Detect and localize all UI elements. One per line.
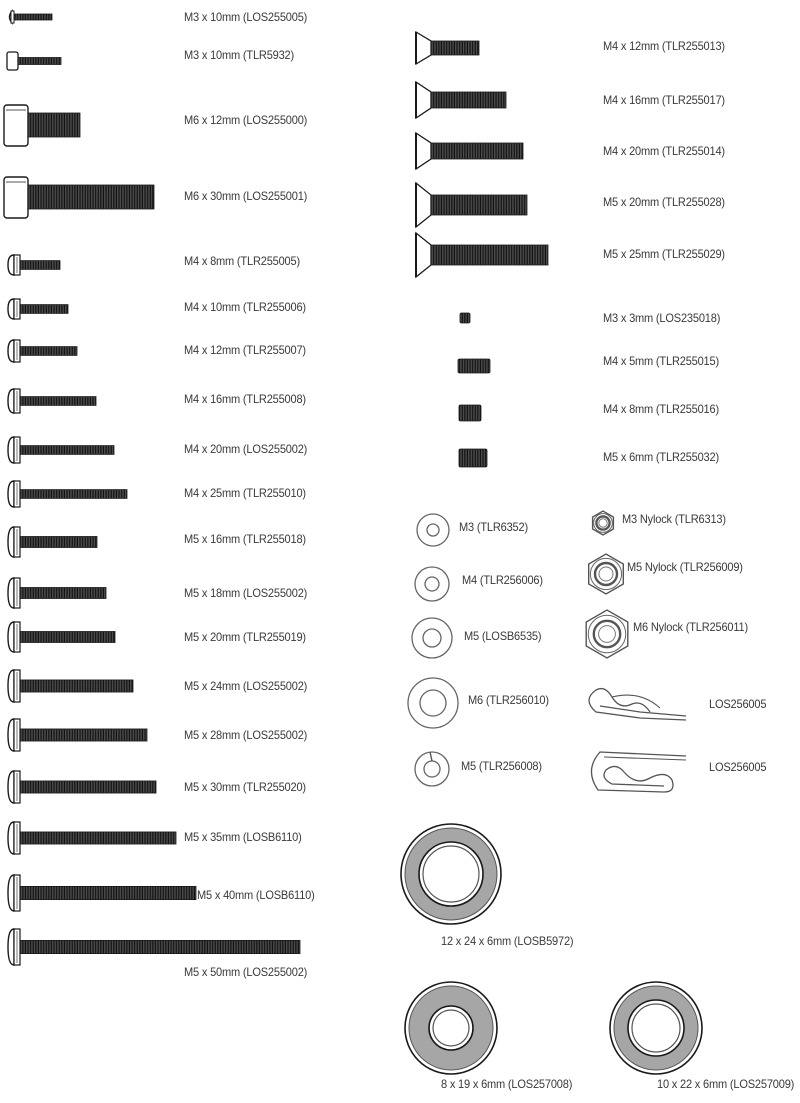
button-head-screw-drawing bbox=[8, 340, 77, 362]
set-screw-label: M4 x 5mm (TLR255015) bbox=[603, 354, 719, 368]
flat-head-screw-drawing bbox=[416, 133, 523, 169]
washer-label: M3 (TLR6352) bbox=[459, 520, 528, 534]
washer-label: M6 (TLR256010) bbox=[468, 693, 549, 707]
body-clip-loop-drawing bbox=[591, 752, 686, 792]
button-head-screw-drawing bbox=[8, 822, 176, 854]
button-screw-label: M5 x 24mm (LOS255002) bbox=[184, 679, 308, 693]
set-screw-label: M3 x 3mm (LOS235018) bbox=[603, 311, 721, 325]
flat-head-screw-drawing bbox=[416, 233, 548, 277]
washer-label: M5 (TLR256008) bbox=[461, 759, 542, 773]
washer-label: M5 (LOSB6535) bbox=[464, 629, 542, 643]
bearing-label: 8 x 19 x 6mm (LOS257008) bbox=[441, 1077, 573, 1091]
clip-label: LOS256005 bbox=[709, 760, 767, 774]
nylock-nut-drawing bbox=[586, 610, 628, 658]
button-screw-label: M5 x 20mm (TLR255019) bbox=[184, 630, 306, 644]
cap-screw-label: M6 x 12mm (LOS255000) bbox=[184, 113, 308, 127]
flat-head-screw-drawing bbox=[416, 82, 506, 118]
set-screw-label: M4 x 8mm (TLR255016) bbox=[603, 402, 719, 416]
flat-head-screw-drawing bbox=[416, 32, 479, 64]
bearing-label: 12 x 24 x 6mm (LOSB5972) bbox=[441, 934, 574, 948]
button-screw-label: M5 x 16mm (TLR255018) bbox=[184, 532, 306, 546]
set-screw-drawing bbox=[458, 359, 490, 373]
m3-button-screw-drawing bbox=[10, 11, 53, 23]
flat-washer-drawing bbox=[412, 618, 452, 658]
nut-label: M5 Nylock (TLR256009) bbox=[627, 560, 743, 574]
cap-screw-label: M3 x 10mm (TLR5932) bbox=[184, 48, 295, 62]
ball-bearing-drawing bbox=[405, 982, 497, 1074]
body-clip-drawing bbox=[589, 689, 686, 720]
button-head-screw-drawing bbox=[8, 622, 115, 652]
set-screw-drawing bbox=[460, 313, 470, 323]
button-head-screw-drawing bbox=[8, 875, 196, 911]
m6-socket-screw-drawing bbox=[4, 177, 154, 218]
flat-screw-label: M4 x 16mm (TLR255017) bbox=[603, 93, 725, 107]
button-screw-label: M5 x 28mm (LOS255002) bbox=[184, 728, 308, 742]
flat-washer-drawing bbox=[415, 567, 449, 601]
button-screw-label: M5 x 50mm (LOS255002) bbox=[184, 965, 308, 979]
cap-screw-label: M6 x 30mm (LOS255001) bbox=[184, 189, 308, 203]
m3-socket-screw-drawing bbox=[7, 52, 61, 70]
button-screw-label: M4 x 8mm (TLR255005) bbox=[184, 254, 300, 268]
button-screw-label: M4 x 16mm (TLR255008) bbox=[184, 392, 306, 406]
button-screw-label: M4 x 10mm (TLR255006) bbox=[184, 300, 306, 314]
button-screw-label: M4 x 12mm (TLR255007) bbox=[184, 343, 306, 357]
button-screw-label: M4 x 25mm (TLR255010) bbox=[184, 486, 306, 500]
button-head-screw-drawing bbox=[8, 299, 68, 319]
split-lock-washer-drawing bbox=[415, 752, 449, 786]
flat-screw-label: M5 x 20mm (TLR255028) bbox=[603, 195, 725, 209]
m6-socket-screw-drawing bbox=[4, 105, 80, 146]
button-head-screw-drawing bbox=[8, 437, 114, 463]
button-head-screw-drawing bbox=[8, 255, 60, 275]
nylock-nut-drawing bbox=[593, 511, 614, 535]
washer-label: M4 (TLR256006) bbox=[462, 573, 543, 587]
button-head-screw-drawing bbox=[8, 670, 133, 702]
button-head-screw-drawing bbox=[8, 389, 96, 413]
nut-label: M6 Nylock (TLR256011) bbox=[633, 620, 748, 634]
ball-bearing-drawing bbox=[610, 982, 702, 1074]
button-screw-label: M5 x 35mm (LOSB6110) bbox=[184, 830, 302, 844]
button-head-screw-drawing bbox=[8, 481, 127, 507]
nut-label: M3 Nylock (TLR6313) bbox=[622, 512, 726, 526]
set-screw-drawing bbox=[459, 405, 481, 421]
flat-screw-label: M4 x 12mm (TLR255013) bbox=[603, 39, 725, 53]
set-screw-label: M5 x 6mm (TLR255032) bbox=[603, 450, 719, 464]
button-head-screw-drawing bbox=[8, 578, 106, 608]
set-screw-drawing bbox=[459, 449, 487, 467]
flat-head-screw-drawing bbox=[416, 183, 527, 227]
button-screw-label: M5 x 40mm (LOSB6110) bbox=[197, 888, 315, 902]
flat-screw-label: M5 x 25mm (TLR255029) bbox=[603, 247, 725, 261]
ball-bearing-drawing bbox=[401, 824, 501, 924]
button-screw-label: M4 x 20mm (LOS255002) bbox=[184, 442, 308, 456]
button-screw-label: M5 x 30mm (TLR255020) bbox=[184, 780, 306, 794]
flat-screw-label: M4 x 20mm (TLR255014) bbox=[603, 144, 725, 158]
nylock-nut-drawing bbox=[589, 554, 624, 594]
flat-washer-drawing bbox=[408, 678, 458, 728]
clip-label: LOS256005 bbox=[709, 697, 767, 711]
button-head-screw-drawing bbox=[8, 527, 97, 557]
flat-washer-drawing bbox=[417, 514, 449, 546]
button-screw-label: M5 x 18mm (LOS255002) bbox=[184, 586, 308, 600]
button-head-screw-drawing bbox=[8, 929, 300, 965]
button-head-screw-drawing bbox=[8, 771, 156, 803]
bearing-label: 10 x 22 x 6mm (LOS257009) bbox=[657, 1077, 795, 1091]
button-head-screw-drawing bbox=[8, 719, 147, 751]
cap-screw-label: M3 x 10mm (LOS255005) bbox=[184, 10, 308, 24]
